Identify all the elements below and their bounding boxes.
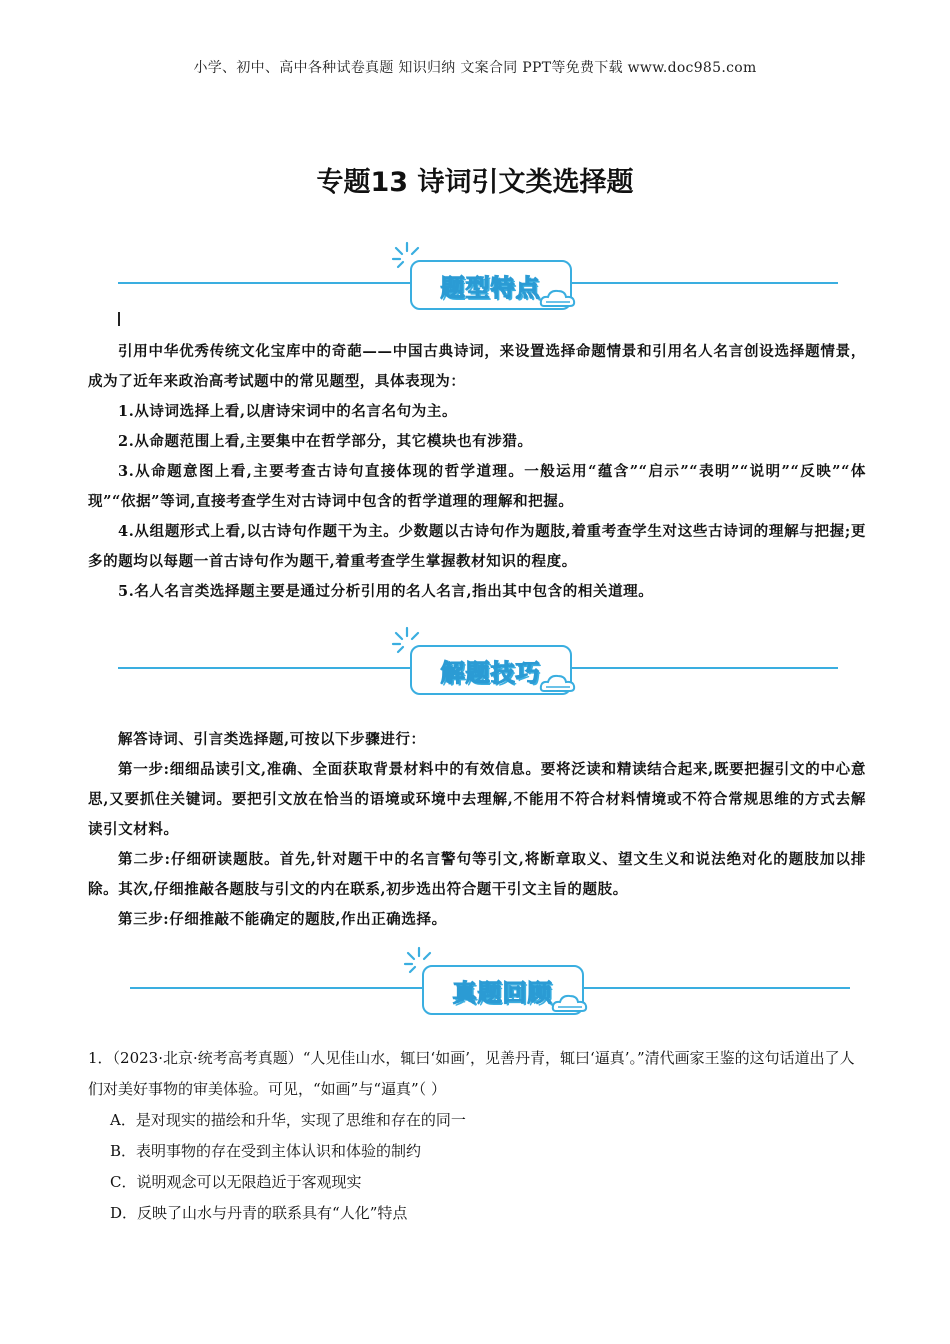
- features-intro: 引用中华优秀传统文化宝库中的奇葩——中国古典诗词，来设置选择命题情景和引用名人名言创设选择题情景，成为了近年来政治高考试题中的常见题型，具体表现为：: [88, 343, 866, 390]
- section-banner-features: [118, 240, 838, 310]
- text-cursor: [118, 312, 120, 326]
- question-1: [88, 1043, 866, 1229]
- cloud-icon: [550, 989, 590, 1015]
- techniques-step-3: 第三步:仔细推敲不能确定的题肢,作出正确选择。: [118, 911, 447, 928]
- option-b: B．表明事物的存在受到主体认识和体验的制约: [110, 1142, 422, 1160]
- cloud-icon: [538, 284, 578, 310]
- features-point-5: 5.名人名言类选择题主要是通过分析引用的名人名言,指出其中包含的相关道理。: [118, 583, 654, 600]
- section-label-review: 真题回顾: [452, 979, 553, 1007]
- cloud-icon: [538, 669, 578, 695]
- features-point-3: 3.从命题意图上看,主要考查古诗句直接体现的哲学道理。一般运用“蕴含”“启示”“表明”“说明”“反映”“体现”“依据”等词,直接考查学生对古诗词中包含的哲学道理的理解和把握。: [88, 463, 866, 510]
- features-content: [88, 337, 866, 607]
- site-header: 小学、初中、高中各种试卷真题 知识归纳 文案合同 PPT等免费下载 www.doc985.com: [193, 60, 757, 76]
- option-c: C．说明观念可以无限趋近于客观现实: [110, 1173, 362, 1191]
- option-a: A．是对现实的描绘和升华，实现了思维和存在的同一: [110, 1111, 466, 1129]
- section-label-features: 题型特点: [440, 274, 541, 302]
- question-stem: 1．（2023·北京·统考高考真题）“人见佳山水，辄曰‘如画’，见善丹青，辄曰‘逼真’。”清代画家王鉴的这句话道出了人们对美好事物的审美体验。可见，“如画”与“逼真”（ ）: [88, 1049, 855, 1098]
- section-banner-review: [130, 945, 850, 1015]
- techniques-content: [88, 725, 866, 935]
- section-label-techniques: 解题技巧: [440, 659, 541, 687]
- features-point-2: 2.从命题范围上看,主要集中在哲学部分，其它模块也有涉猎。: [118, 433, 533, 450]
- techniques-step-1: 第一步:细细品读引文,准确、全面获取背景材料中的有效信息。要将泛读和精读结合起来,既要把握引文的中心意思,又要抓住关键词。要把引文放在恰当的语境或环境中去理解,不能用不符合材料情境或不符合常规思维的方式去解读引文材料。: [88, 761, 866, 838]
- features-point-4: 4.从组题形式上看,以古诗句作题干为主。少数题以古诗句作为题肢,着重考查学生对这些古诗词的理解与把握;更多的题均以每题一首古诗句作为题干,着重考查学生掌握教材知识的程度。: [88, 523, 866, 570]
- document-title: 专题13 诗词引文类选择题: [316, 167, 634, 198]
- techniques-step-2: 第二步:仔细研读题肢。首先,针对题干中的名言警句等引文,将断章取义、望文生义和说法绝对化的题肢加以排除。其次,仔细推敲各题肢与引文的内在联系,初步选出符合题干引文主旨的题肢。: [88, 851, 866, 898]
- option-d: D．反映了山水与丹青的联系具有“人化”特点: [110, 1204, 408, 1222]
- techniques-intro: 解答诗词、引言类选择题,可按以下步骤进行：: [118, 731, 426, 748]
- section-banner-techniques: [118, 625, 838, 695]
- features-point-1: 1.从诗词选择上看,以唐诗宋词中的名言名句为主。: [118, 403, 458, 420]
